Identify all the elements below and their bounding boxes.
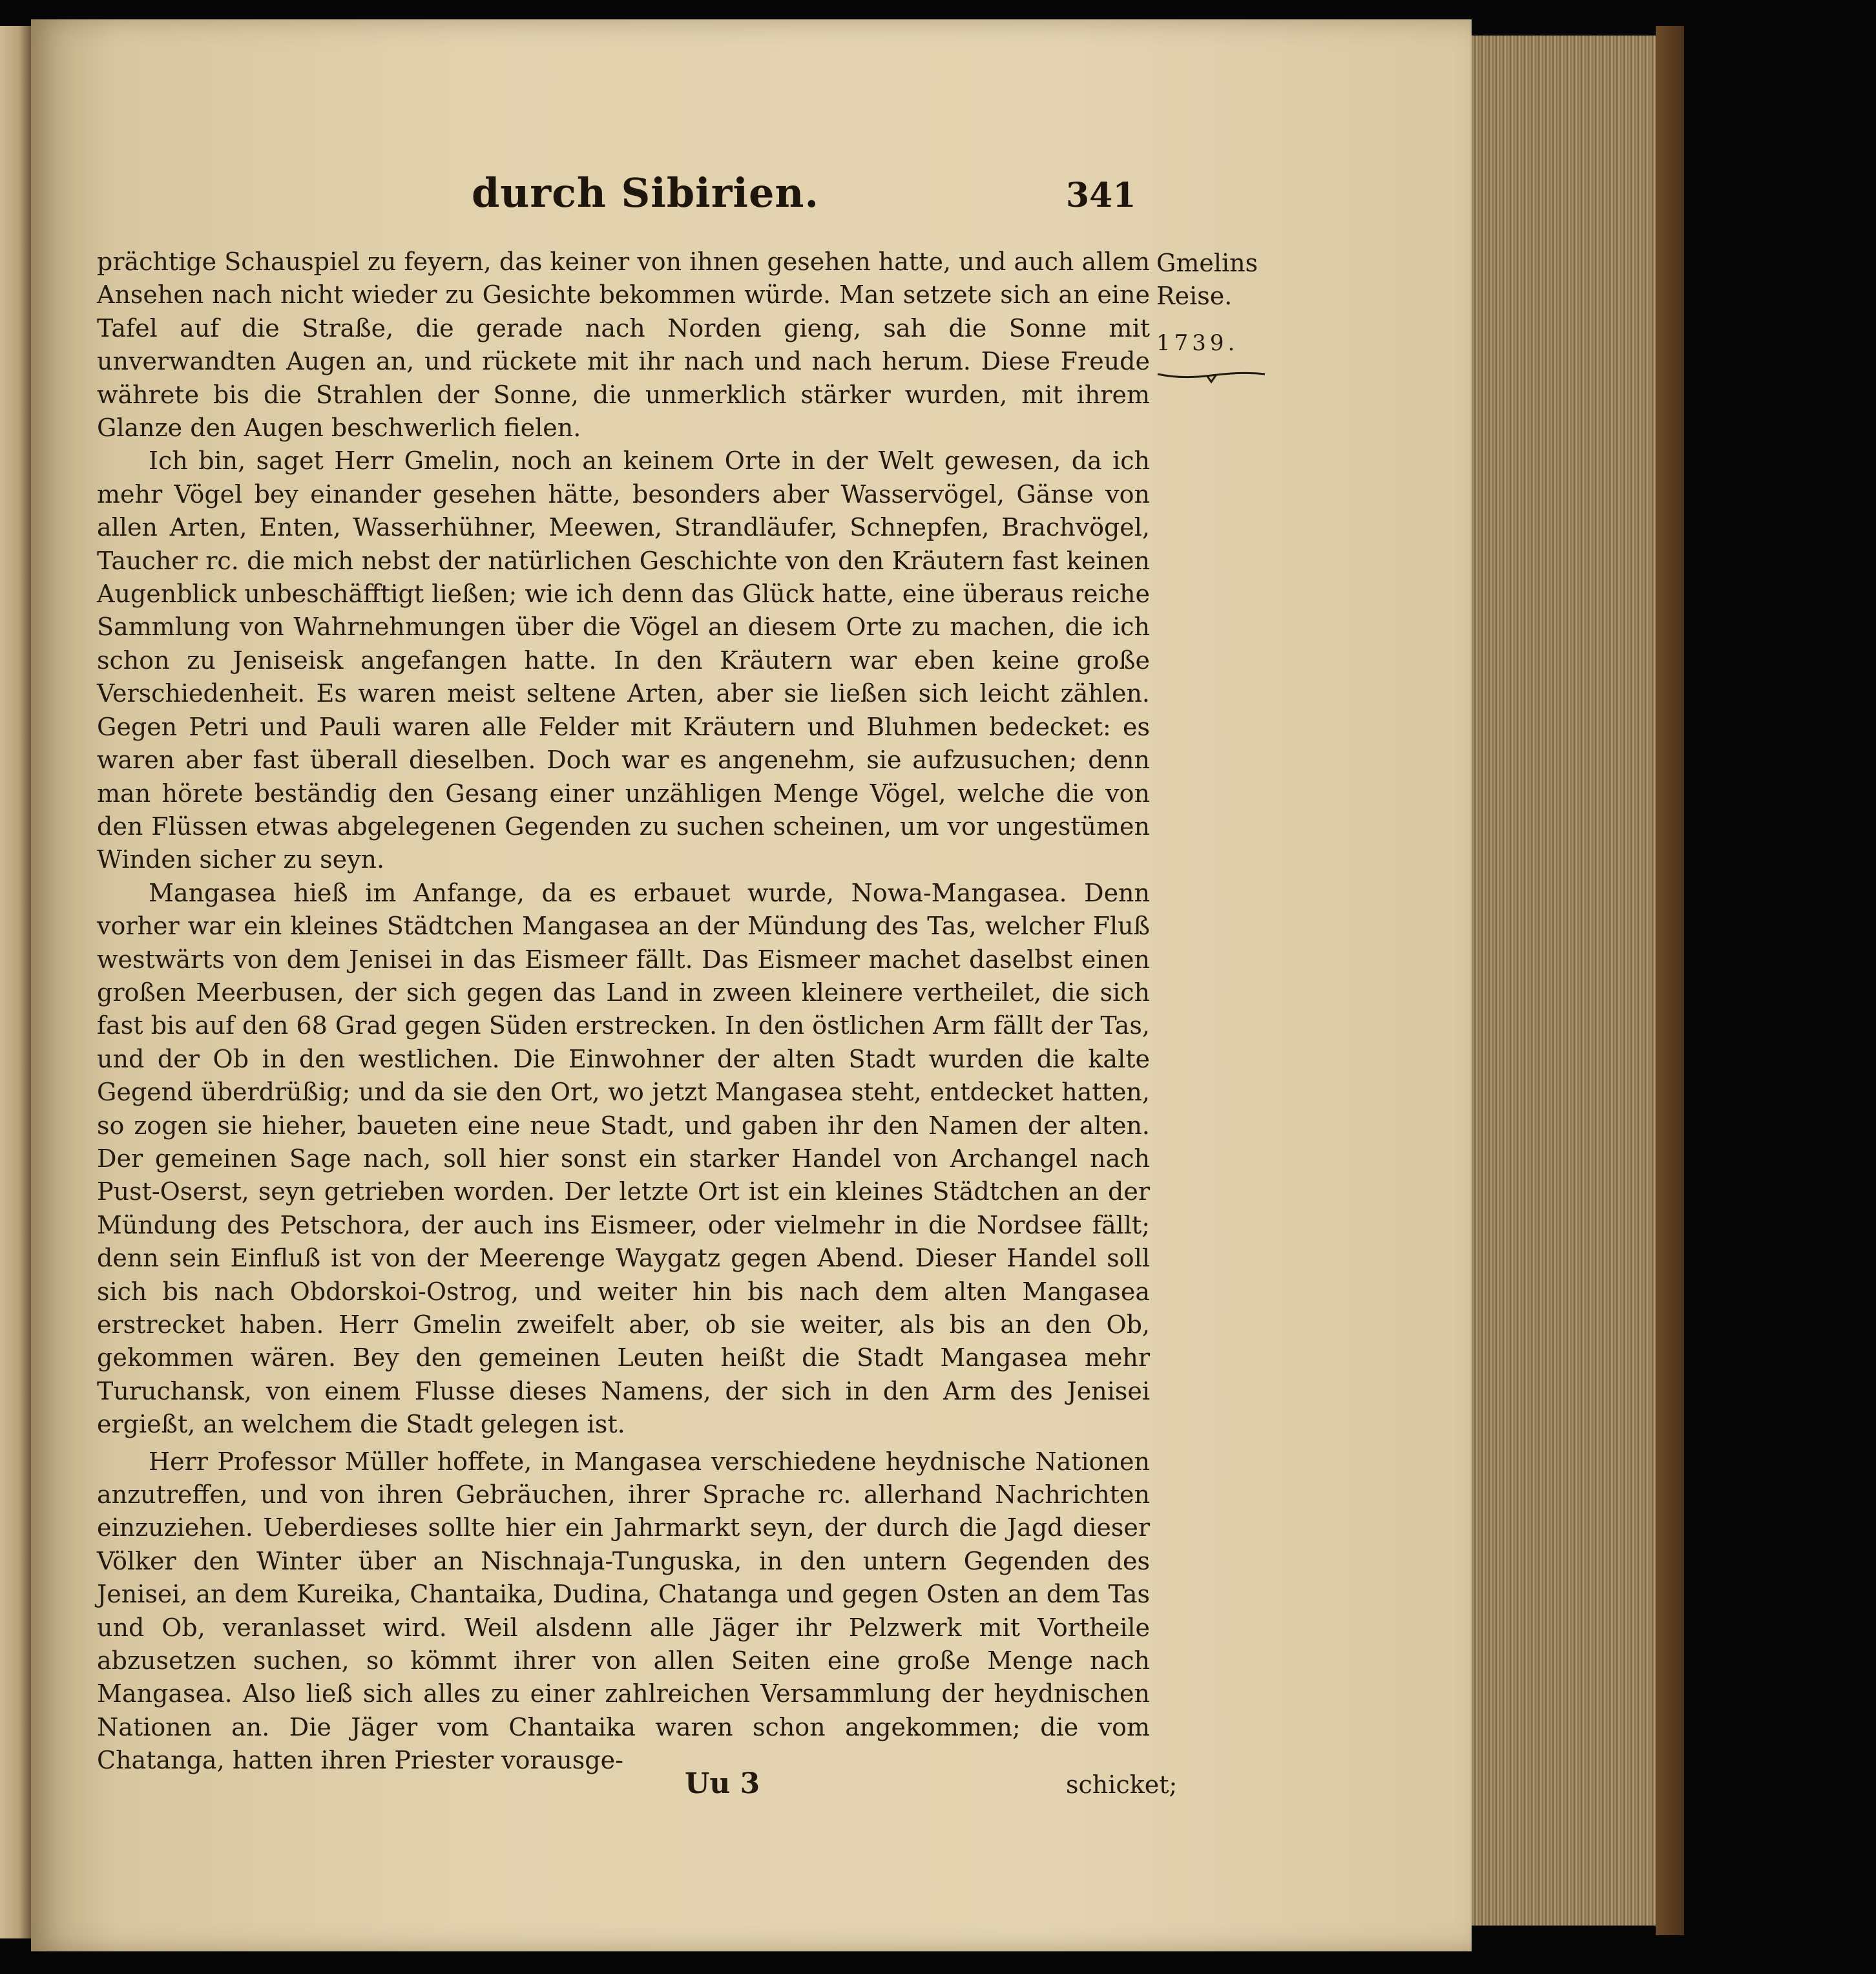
catchword: schicket; [1066, 1770, 1178, 1799]
body-text [97, 246, 1150, 1778]
margin-swash-ornament [1156, 370, 1266, 384]
margin-note-work: Reise. [1156, 282, 1233, 310]
book-page-edges [1472, 36, 1660, 1926]
page-number: 341 [1066, 176, 1136, 215]
margin-note-year: 1739. [1156, 330, 1239, 356]
signature-mark: Uu 3 [685, 1767, 760, 1800]
left-page-edge [0, 26, 31, 1938]
paragraph-4: Herr Professor Müller hoffete, in Mangasea verschiedene heydnische Nationen anzutreffen, und von ihren Gebräuchen, ihrer Sprache rc. allerhand Nachrichten einzuziehen. Ueberdieses sollte hier ein Jahrmarkt seyn, der durch die Jagd dieser Völker den Winter über an Nischnaja-Tunguska, in den untern Gegenden des Jenisei, an dem Kureika, Chantaika, Dudina, Chatanga und gegen Osten an dem Tas und Ob, veranlasset wird. Weil alsdenn alle Jäger ihr Pelzwerk mit Vortheile abzusetzen suchen, so kömmt ihrer von allen Seiten eine große Menge nach Mangasea. Also ließ sich alles zu einer zahlreichen Versammlung der heydnischen Nationen an. Die Jäger vom Chantaika waren schon angekommen; die vom Chatanga, hatten ihren Priester vorausge- [97, 1447, 1150, 1775]
margin-note-name: Gmelins [1156, 249, 1258, 277]
paragraph-1: prächtige Schauspiel zu feyern, das keiner von ihnen gesehen hatte, und auch allem Ansehen nach nicht wieder zu Gesichte bekommen würde. Man setzete sich an eine Tafel auf die Straße, die gerade nach Norden gieng, sah die Sonne mit unverwandten Augen an, und rückete mit ihr nach und nach herum. Diese Freude währete bis die Strahlen der Sonne, die unmerklich stärker wurden, mit ihrem Glanze den Augen beschwerlich fielen. [97, 247, 1150, 443]
paragraph-2: Ich bin, saget Herr Gmelin, noch an keinem Orte in der Welt gewesen, da ich mehr Vögel bey einander gesehen hätte, besonders aber Wasservögel, Gänse von allen Arten, Enten, Wasserhühner, Meewen, Strandläufer, Schnepfen, Brachvögel, Taucher rc. die mich nebst der natürlichen Geschichte von den Kräutern fast keinen Augenblick unbeschäfftigt ließen; wie ich denn das Glück hatte, eine überaus reiche Sammlung von Wahrnehmungen über die Vögel an diesem Orte zu machen, die ich schon zu Jeniseisk angefangen hatte. In den Kräutern war eben keine große Verschiedenheit. Es waren meist seltene Arten, aber sie ließen sich leicht zählen. Gegen Petri und Pauli waren alle Felder mit Kräutern und Bluhmen bedecket: es waren aber fast überall dieselben. Doch war es angenehm, sie aufzusuchen; denn man hörete beständig den Gesang einer unzähligen Menge Vögel, welche die von den Flüssen etwas abgelegenen Gegenden zu suchen scheinen, um vor ungestümen Winden sicher zu seyn. [97, 446, 1150, 874]
book-cover-edge [1656, 26, 1684, 1935]
running-title: durch Sibirien. [472, 169, 820, 216]
paragraph-3: Mangasea hieß im Anfange, da es erbauet wurde, Nowa-Mangasea. Denn vorher war ein kleines Städtchen Mangasea an der Mündung des Tas, welcher Fluß westwärts von dem Jenisei in das Eismeer fällt. Das Eismeer machet daselbst einen großen Meerbusen, der sich gegen das Land in zween kleinere vertheilet, die sich fast bis auf den 68 Grad gegen Süden erstrecken. In den östlichen Arm fällt der Tas, und der Ob in den westlichen. Die Einwohner der alten Stadt wurden die kalte Gegend überdrüßig; und da sie den Ort, wo jetzt Mangasea steht, entdecket hatten, so zogen sie hieher, baueten eine neue Stadt, und gaben ihr den Namen der alten. Der gemeinen Sage nach, soll hier sonst ein starker Handel von Archangel nach Pust-Oserst, seyn getrieben worden. Der letzte Ort ist ein kleines Städtchen an der Mündung des Petschora, der auch ins Eismeer, oder vielmehr in die Nordsee fällt; denn sein Einfluß ist von der Meerenge Waygatz gegen Abend. Dieser Handel soll sich bis nach Obdorskoi-Ostrog, und weiter hin bis nach dem alten Mangasea erstrecket haben. Herr Gmelin zweifelt aber, ob sie weiter, als bis an den Ob, gekommen wären. Bey den gemeinen Leuten heißt die Stadt Mangasea mehr Turuchansk, von einem Flusse dieses Namens, der sich in den Arm des Jenisei ergießt, an welchem die Stadt gelegen ist. [97, 878, 1150, 1439]
margin-note [1156, 247, 1286, 393]
